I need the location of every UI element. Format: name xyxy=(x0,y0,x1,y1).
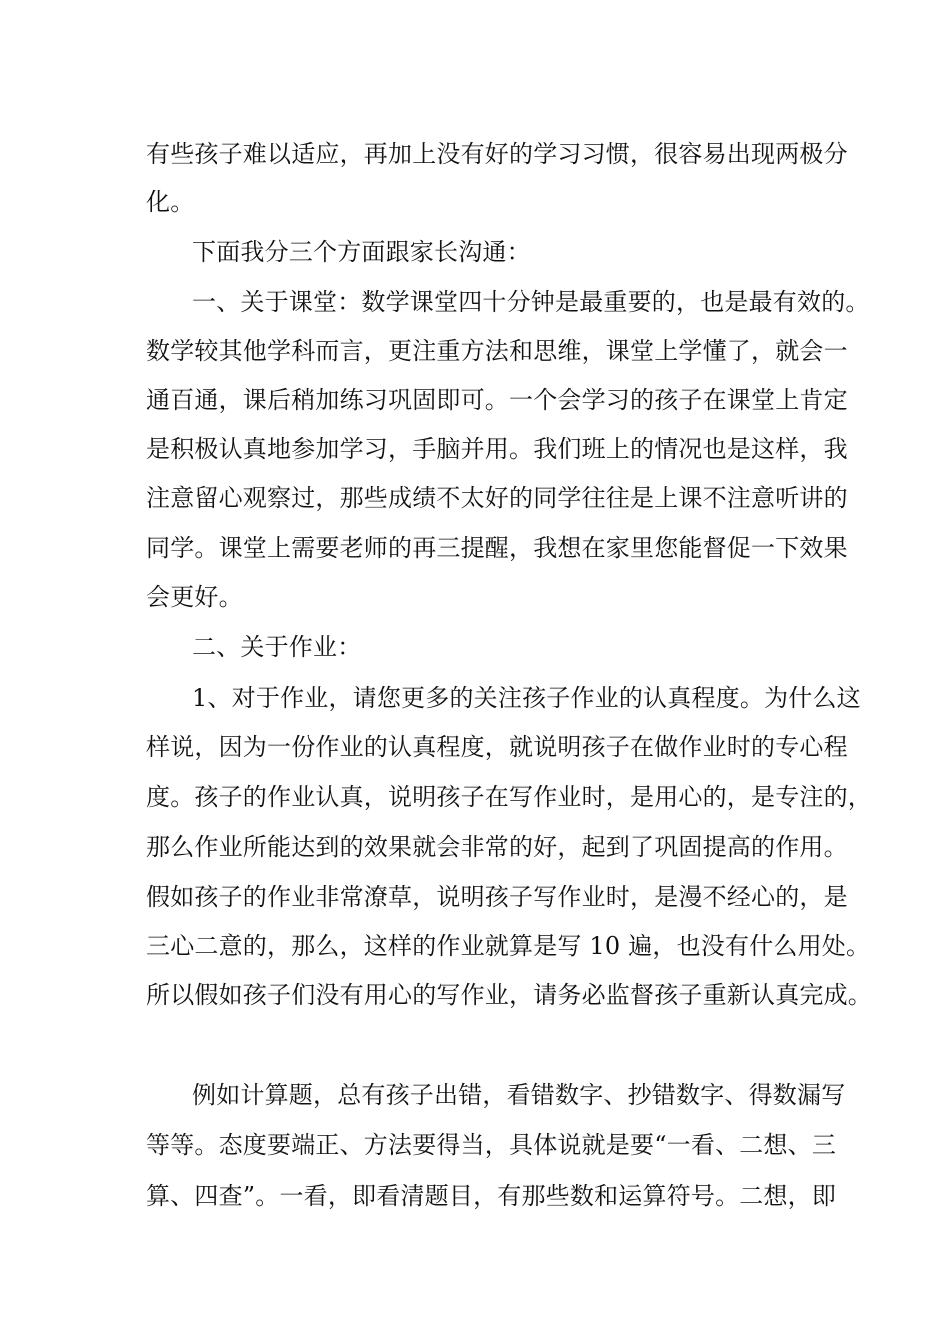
text-line: 所以假如孩子们没有用心的写作业，请务必监督孩子重新认真完成。 xyxy=(146,981,872,1009)
text-line: 有些孩子难以适应，再加上没有好的学习习惯，很容易出现两极分 xyxy=(146,140,848,168)
text-line: 三心二意的，那么，这样的作业就算是写 10 遍，也没有什么用处。 xyxy=(146,932,871,960)
numbered-item: 1、对于作业，请您更多的关注孩子作业的认真程度。为什么这 xyxy=(192,684,861,712)
text-line: 样说，因为一份作业的认真程度，就说明孩子在做作业时的专心程 xyxy=(146,733,848,761)
text-line: 通百通，课后稍加练习巩固即可。一个会学习的孩子在课堂上肯定 xyxy=(146,386,848,414)
text-line: 数学较其他学科而言，更注重方法和思维，课堂上学懂了，就会一 xyxy=(146,337,848,365)
section-heading-homework: 二、关于作业： xyxy=(192,633,362,661)
text-line: 会更好。 xyxy=(146,583,243,611)
section-heading-classroom: 一、关于课堂：数学课堂四十分钟是最重要的，也是最有效的。 xyxy=(192,288,870,316)
text-line: 是积极认真地参加学习，手脑并用。我们班上的情况也是这样，我 xyxy=(146,435,848,463)
text-line: 假如孩子的作业非常潦草，说明孩子写作业时，是漫不经心的，是 xyxy=(146,883,848,911)
text-line: 等等。态度要端正、方法要得当，具体说就是要“一看、二想、三 xyxy=(146,1131,837,1159)
paragraph-intro: 下面我分三个方面跟家长沟通： xyxy=(192,238,531,266)
text-line: 度。孩子的作业认真，说明孩子在写作业时，是用心的，是专注的， xyxy=(146,783,872,811)
text-line: 同学。课堂上需要老师的再三提醒，我想在家里您能督促一下效果 xyxy=(146,534,848,562)
text-line: 那么作业所能达到的效果就会非常的好，起到了巩固提高的作用。 xyxy=(146,833,848,861)
paragraph-example: 例如计算题，总有孩子出错，看错数字、抄错数字、得数漏写 xyxy=(192,1081,846,1109)
text-line: 注意留心观察过，那些成绩不太好的同学往往是上课不注意听讲的 xyxy=(146,484,848,512)
text-line: 化。 xyxy=(146,188,195,216)
text-line: 算、四查”。一看，即看清题目，有那些数和运算符号。二想，即 xyxy=(146,1182,837,1210)
